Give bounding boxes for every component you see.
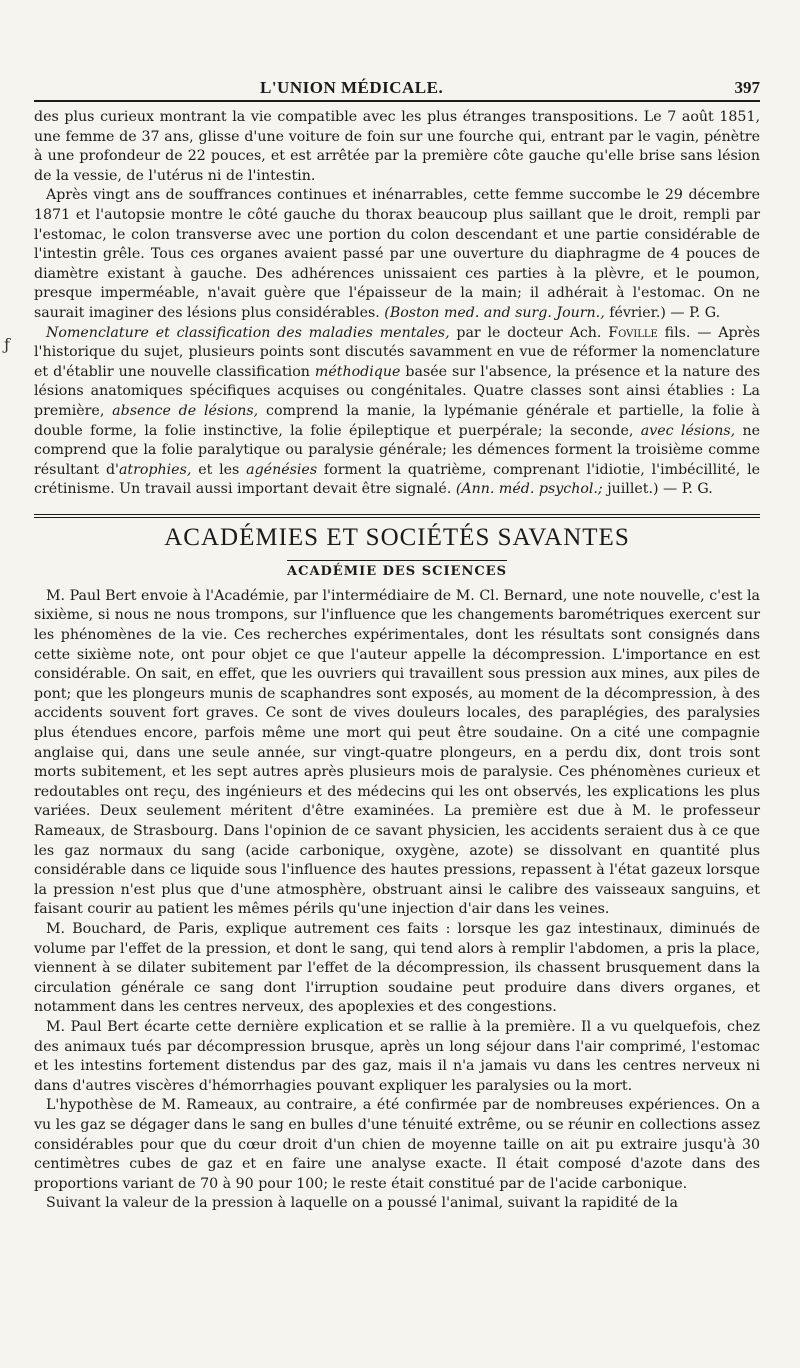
paragraph: des plus curieux montrant la vie compatible avec les plus étranges transpositions. Le 7 août 1851, une femme de 37 ans, glisse d'une voiture de foin sur une fourche qui, entrant par le vagin, pénètre à une profondeur de 22 pouces, et est arrêtée par la première côte gauche qu'elle brise sans lésion de la vessie, de l'utérus ni de l'intestin. [34, 109, 760, 184]
paragraph: Suivant la valeur de la pression à laquelle on a poussé l'animal, suivant la rapidité de la [46, 1195, 678, 1212]
source-citation: (Ann. méd. psychol.; [455, 481, 603, 498]
running-title: L'UNION MÉDICALE. [260, 78, 444, 97]
source-citation: (Boston med. and surg. Journ., [384, 304, 605, 321]
section-divider [34, 514, 760, 518]
paragraph [34, 186, 760, 323]
paragraph: M. Paul Bert envoie à l'Académie, par l'intermédiaire de M. Cl. Bernard, une note nouvelle, c'est la sixième, si nous ne nous trompons, sur l'influence que les changements barométriques exercent sur les phénomènes de la vie. Ces recherches expérimentales, dont les résultats sont consignés dans cette sixième note, ont pour objet ce que l'auteur appelle la décompression. L'importance en est considérable. On sait, en effet, que les ouvriers qui travaillent sous pression aux mines, aux piles de pont; que les plongeurs munis de scaphandres sont exposés, au moment de la décompression, à des accidents souvent fort graves. Ce sont de vives douleurs locales, des paraplégies, des paralysies plus étendues encore, parfois même une mort qui peut être soudaine. On a cité une compagnie anglaise qui, dans une seule année, sur vingt-quatre plongeurs, en a perdu dix, dont trois sont morts subitement, et les sept autres après plusieurs mois de paralysie. Ces phénomènes curieux et redoutables ont reçu, des ingénieurs et des médecins qui les ont observés, les explications les plus variées. Deux seulement méritent d'être examinées. La première est due à M. le professeur Rameaux, de Strasbourg. Dans l'opinion de ce savant physicien, les accidents seraient dus à ce que les gaz normaux du sang (acide carbonique, oxygène, azote) se dissolvant en quantité plus considérable dans ce liquide sous l'influence des hautes pressions, repassent à l'état gazeux lorsque la pression n'est plus que d'une atmosphère, obstruant ainsi le calibre des vaisseaux sanguins, et faisant courir au patient les mêmes périls qu'une injection d'air dans les veines. [34, 587, 760, 918]
margin-pencil-mark: ƒ [4, 335, 10, 354]
paragraph: M. Bouchard, de Paris, explique autrement ces faits : lorsque les gaz intestinaux, diminués de volume par l'effet de la pression, et dont le sang, qui tend alors à remplir l'abdomen, a pris la place, viennent à se dilater subitement par l'effet de la décompression, ils chassent brusquement dans la circulation générale ce sang dont l'irruption soudaine peut produire dans divers organes, et notamment dans les centres nerveux, des apoplexies et des congestions. [34, 920, 760, 1016]
paragraph: L'hypothèse de M. Rameaux, au contraire, a été confirmée par de nombreuses expériences. On a vu les gaz se dégager dans le sang en bulles d'une ténuité extrême, ou se réunir en collections assez considérables pour que du cœur droit d'un chien de moyenne taille on ait pu extraire jusqu'à 30 centimètres cubes de gaz et en faire une analyse exacte. Il était composé d'azote dans des proportions variant de 70 à 90 pour 100; le reste était constitué par de l'acide carbonique. [34, 1097, 760, 1192]
subsection-title-text: ACADÉMIE DES SCIENCES [287, 560, 507, 579]
source-citation-rest: février.) — P. G. [604, 304, 721, 321]
subsection-title [34, 560, 760, 579]
article-title: Nomenclature et classification des maladies mentales, [46, 324, 450, 341]
source-citation-rest: juillet.) — P. G. [602, 481, 713, 498]
author-name: Foville [608, 324, 658, 341]
paragraph: Nomenclature et classification des maladies mentales, par le docteur Ach. Foville fils. — Après l'historique du sujet, plusieurs points sont discutés savamment en vue de réformer la nomenclature et d'établir une nouvelle classification méthodique basée sur l'absence, la présence et la nature des lésions anatomiques spécifiques acquises ou congénitales. Quatre classes sont ainsi établies : La première, absence de lésions, comprend la manie, la lypémanie générale et partielle, la folie à double forme, la folie instinctive, la folie épileptique et puerpérale; la seconde, avec lésions, ne comprend que la folie paralytique ou paralysie générale; les démences forment la troisième comme résultant d'atrophies, et les agénésies forment la quatrième, comprenant l'idiotie, l'imbécillité, le crétinisme. Un travail aussi important devait être signalé. (Ann. méd. psychol.; juillet.) — P. G. [34, 324, 761, 498]
paragraph: M. Paul Bert écarte cette dernière explication et se rallie à la première. Il a vu quelquefois, chez des animaux tués par décompression brusque, après un long séjour dans l'air comprimé, l'estomac et les intestins fortement distendus par des gaz, mais il n'a jamais vu dans les centres nerveux ni dans d'autres viscères d'hémorrhagies pouvant expliquer les paralysies ou la mort. [34, 1018, 760, 1094]
paragraph-text: Après vingt ans de souffrances continues et inénarrables, cette femme succombe le 29 décembre 1871 et l'autopsie montre le côté gauche du thorax beaucoup plus saillant que le droit, rempli par l'estomac, le colon transverse avec une portion du colon descendant et une partie considérable de l'intestin grêle. Tous ces organes avaient passé par une ouverture du diaphragme de 4 pouces de diamètre existant à gauche. Des adhérences unissaient ces parties à la plèvre, et le poumon, presque imperméable, n'avait guère que l'épaisseur de la main; il adhérait à l'estomac. On ne saurait imaginer des lésions plus considérables. [34, 187, 760, 321]
section-title: ACADÉMIES ET SOCIÉTÉS SAVANTES [164, 523, 630, 551]
page-header [34, 76, 760, 102]
page-number: 397 [734, 78, 760, 97]
